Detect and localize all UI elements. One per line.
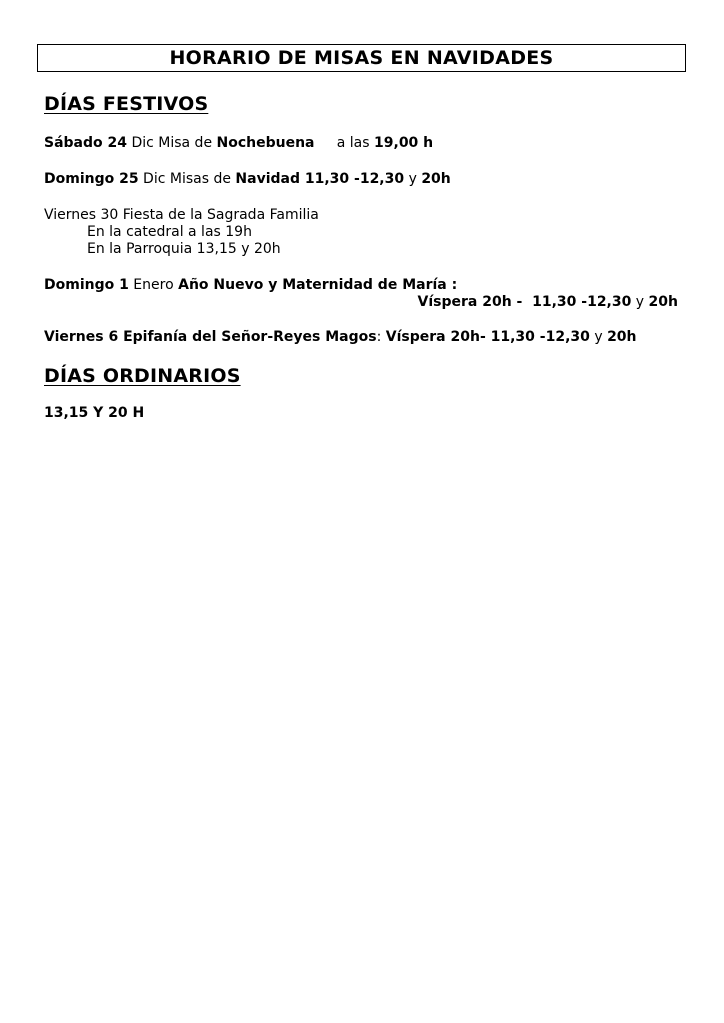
domingo25-day: Domingo 25 [44, 171, 139, 187]
domingo-1-times [418, 294, 678, 310]
sabado-24-line [44, 135, 433, 151]
title-box [37, 44, 686, 72]
domingo1-end: 20h [648, 294, 678, 310]
viernes6-times: Víspera 20h- 11,30 -12,30 [385, 329, 590, 345]
viernes6-end: 20h [607, 329, 637, 345]
domingo1-mid: Enero [128, 277, 179, 293]
viernes6-colon: : [376, 329, 386, 345]
domingo1-name: Año Nuevo y Maternidad de María : [178, 277, 458, 293]
sabado-day: Sábado 24 [44, 135, 127, 151]
sabado-gap: a las [314, 135, 375, 151]
ordinarios-heading: DÍAS ORDINARIOS [44, 365, 241, 387]
ordinarios-times: 13,15 Y 20 H [44, 405, 145, 421]
page-title: HORARIO DE MISAS EN NAVIDADES [169, 47, 554, 69]
domingo-1-line [44, 277, 457, 293]
viernes-30-line: Viernes 30 Fiesta de la Sagrada Familia [44, 207, 319, 223]
viernes-30-parroquia: En la Parroquia 13,15 y 20h [87, 241, 281, 257]
domingo25-end: 20h [421, 171, 451, 187]
domingo1-y: y [631, 294, 649, 310]
domingo1-times-text: Víspera 20h - 11,30 -12,30 [417, 294, 632, 310]
sabado-mid: Dic Misa de [127, 135, 217, 151]
viernes6-day: Viernes 6 Epifanía del Señor-Reyes Magos [44, 329, 377, 345]
sabado-name: Nochebuena [216, 135, 315, 151]
viernes-30-catedral: En la catedral a las 19h [87, 224, 252, 240]
viernes6-y: y [589, 329, 608, 345]
festivos-heading: DÍAS FESTIVOS [44, 93, 209, 115]
sabado-time: 19,00 h [374, 135, 434, 151]
viernes-6-line [44, 329, 637, 345]
domingo-25-line [44, 171, 451, 187]
domingo1-day: Domingo 1 [44, 277, 129, 293]
domingo25-y: y [404, 171, 422, 187]
domingo25-times: Navidad 11,30 -12,30 [235, 171, 405, 187]
domingo25-mid: Dic Misas de [138, 171, 236, 187]
